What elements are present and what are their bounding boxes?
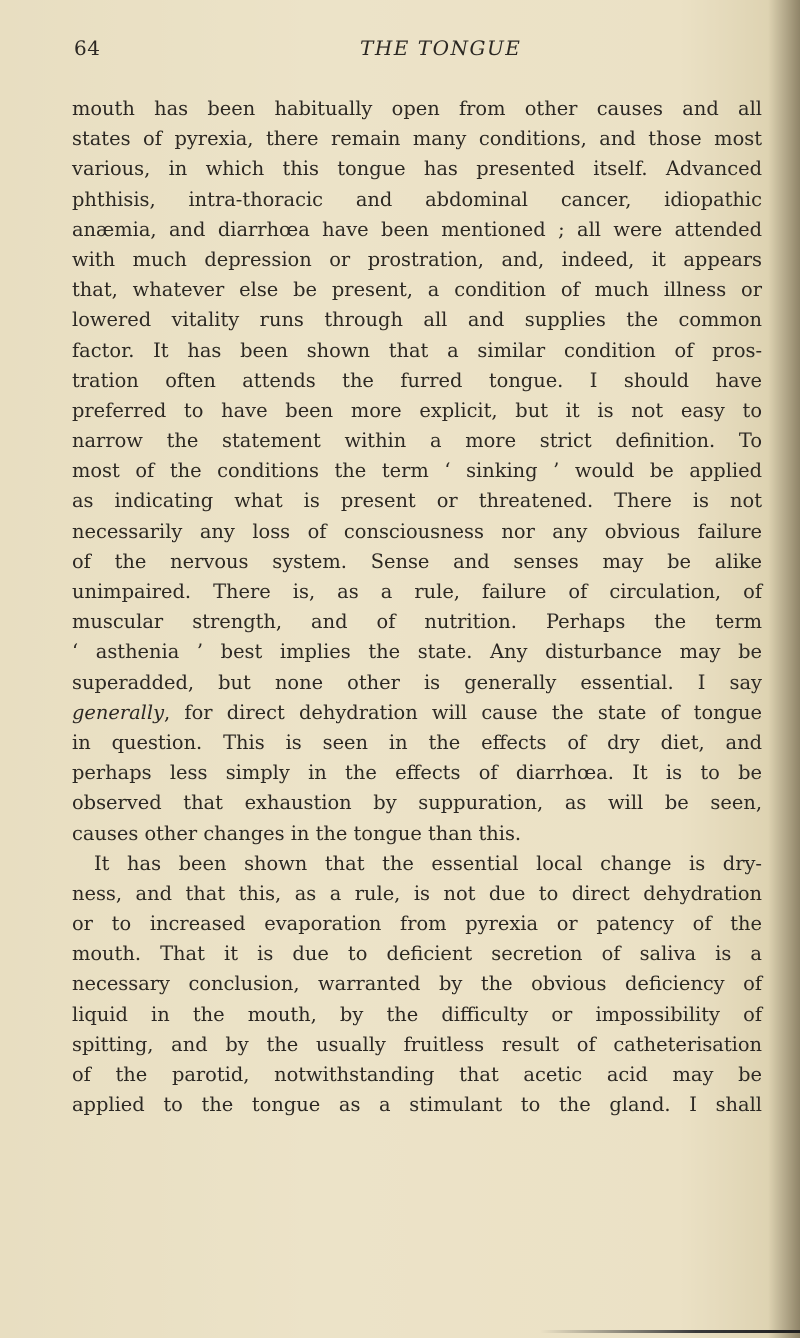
italic-word: generally	[72, 700, 165, 724]
text-line: observed that exhaustion by suppuration, as will be seen,	[72, 791, 762, 815]
text-line: muscular strength, and of nutrition. Perhaps the term	[72, 610, 762, 634]
text-line: or to increased evaporation from pyrexia or patency of the	[72, 912, 762, 936]
page-edge-shadow	[540, 1330, 800, 1333]
text-line: ‘ asthenia ’ best implies the state. Any disturbance may be	[72, 640, 762, 664]
text-line: ness, and that this, as a rule, is not due to direct dehydration	[72, 881, 762, 905]
text-line: in question. This is seen in the effects of dry diet, and	[72, 730, 762, 754]
text-line: of the nervous system. Sense and senses may be alike	[72, 549, 762, 573]
text-line: narrow the statement within a more strict definition. To	[72, 429, 762, 453]
text-line	[72, 698, 762, 728]
text-line: tration often attends the furred tongue. I should have	[72, 368, 762, 392]
text-line: states of pyrexia, there remain many conditions, and those most	[72, 127, 762, 151]
text-line: superadded, but none other is generally essential. I say	[72, 670, 762, 694]
text-line: necessary conclusion, warranted by the obvious deficiency of	[72, 972, 762, 996]
text-line: factor. It has been shown that a similar condition of pros-	[72, 338, 762, 362]
text-line: unimpaired. There is, as a rule, failure of circulation, of	[72, 580, 762, 603]
text-line: most of the conditions the term ‘ sinking ’ would be applied	[72, 459, 762, 483]
page-number: 64	[74, 36, 101, 60]
text-line: mouth. That it is due to deficient secretion of saliva is a	[72, 942, 762, 966]
text-line: spitting, and by the usually fruitless result of catheterisation	[72, 1032, 762, 1056]
text-line: phthisis, intra-thoracic and abdominal cancer, idiopathic	[72, 187, 762, 211]
text-line: that, whatever else be present, a condition of much illness or	[72, 278, 762, 302]
text-line: necessarily any loss of consciousness nor any obvious failure	[72, 519, 762, 543]
text-line: perhaps less simply in the effects of diarrhœa. It is to be	[72, 761, 762, 785]
text-line: of the parotid, notwithstanding that acetic acid may be	[72, 1063, 762, 1086]
text-line: liquid in the mouth, by the difficulty or impossibility of	[72, 1002, 762, 1026]
text-line: with much depression or prostration, and, indeed, it appears	[72, 247, 762, 271]
text-line: as indicating what is present or threatened. There is not	[72, 489, 762, 513]
text-span: , for direct dehydration will cause the state of tongue	[164, 700, 762, 724]
paragraph-start-line: It has been shown that the essential local change is dry-	[94, 851, 762, 875]
text-line: mouth has been habitually open from other causes and all	[72, 97, 762, 120]
text-line: various, in which this tongue has presented itself. Advanced	[72, 157, 762, 181]
text-line: causes other changes in the tongue than this.	[72, 821, 522, 845]
text-line: preferred to have been more explicit, but it is not easy to	[72, 398, 762, 422]
body-text	[72, 94, 762, 1120]
text-line: applied to the tongue as a stimulant to the gland. I shall	[72, 1093, 762, 1117]
text-line: lowered vitality runs through all and supplies the common	[72, 308, 762, 332]
running-title: THE TONGUE	[360, 36, 522, 60]
text-line: anæmia, and diarrhœa have been mentioned ; all were attended	[72, 217, 762, 241]
page-header	[0, 36, 800, 66]
